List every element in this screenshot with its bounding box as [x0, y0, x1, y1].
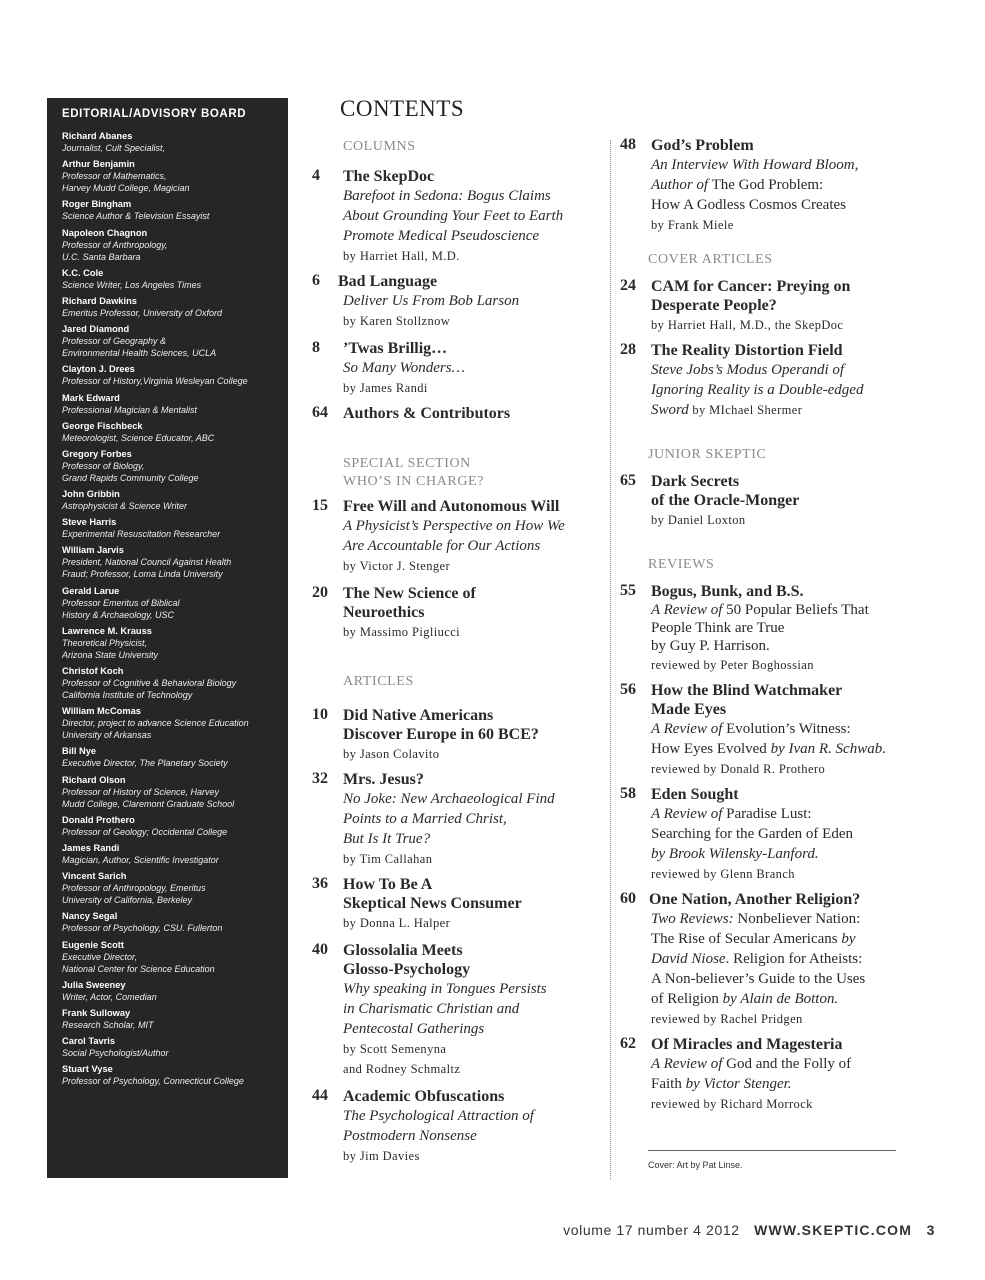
board-member	[62, 159, 280, 194]
toc-entry	[312, 875, 607, 933]
toc-entry	[620, 341, 910, 420]
member-name: Clayton J. Drees	[62, 364, 135, 375]
page-number: 20	[312, 584, 328, 601]
toc-entry	[312, 497, 607, 576]
entry-byline: by MIchael Shermer	[688, 403, 803, 417]
contents-column-1	[312, 136, 607, 1166]
entry-title: How the Blind Watchmaker	[651, 682, 843, 699]
entry-desc: But Is It True?	[343, 831, 431, 847]
board-member	[62, 980, 280, 1003]
toc-entry	[312, 706, 607, 764]
issue-info: volume 17 number 4 2012	[563, 1222, 740, 1238]
entry-desc: God and the Folly of	[722, 1056, 852, 1072]
entry-title: Authors & Contributors	[343, 405, 511, 422]
board-member	[62, 1036, 280, 1059]
contents-column-2	[620, 136, 910, 1114]
board-member	[62, 364, 280, 387]
entry-byline: by Donna L. Halper	[343, 916, 451, 930]
member-name: John Gribbin	[62, 489, 120, 500]
entry-title: Dark Secrets	[651, 473, 740, 490]
entry-title: of the Oracle-Monger	[651, 492, 800, 509]
entry-byline: by Harriet Hall, M.D., the SkepDoc	[651, 318, 844, 332]
toc-entry	[620, 472, 910, 530]
entry-desc: A Review of	[651, 806, 723, 822]
member-name: Carol Tavris	[62, 1036, 116, 1047]
member-role: Meteorologist, Science Educator, ABC	[62, 432, 215, 443]
board-member	[62, 199, 280, 222]
entry-desc: About Grounding Your Feet to Earth	[343, 208, 564, 224]
page-number: 62	[620, 1035, 636, 1052]
board-member	[62, 746, 280, 769]
entry-desc: by Alain de Botton.	[722, 991, 839, 1007]
entry-title: How To Be A	[343, 876, 433, 893]
entry-title: Mrs. Jesus?	[343, 771, 424, 788]
member-role: Emeritus Professor, University of Oxford	[62, 307, 223, 318]
toc-entry	[312, 404, 607, 423]
member-role: Professor of Psychology, Connecticut College	[62, 1076, 244, 1087]
entry-title: Free Will and Autonomous Will	[343, 498, 560, 515]
member-name: William McComas	[62, 706, 141, 717]
toc-entry	[620, 277, 910, 335]
editorial-board	[47, 98, 288, 1178]
entry-desc: of Religion	[651, 991, 723, 1007]
page-number: 10	[312, 706, 328, 723]
member-name: Gerald Larue	[62, 585, 120, 596]
member-role: Professor of Anthropology, Emeritus University of California, Berkeley	[62, 883, 206, 906]
entry-desc: Pentecostal Gatherings	[343, 1021, 485, 1037]
toc-entry	[620, 136, 910, 235]
board-member	[62, 449, 280, 484]
board-member	[62, 871, 280, 906]
board-member	[62, 843, 280, 866]
entry-byline: reviewed by Peter Boghossian	[651, 658, 814, 672]
board-member	[62, 268, 280, 291]
member-role: Theoretical Physicist, Arizona State University	[62, 637, 159, 660]
entry-title: Bogus, Bunk, and B.S.	[651, 583, 804, 600]
board-member	[62, 775, 280, 810]
entry-title: Bad Language	[338, 273, 438, 290]
toc-entry	[620, 1035, 910, 1114]
page-number: 28	[620, 341, 636, 358]
board-member	[62, 1064, 280, 1087]
entry-desc: So Many Wonders…	[343, 360, 465, 376]
entry-title: God’s Problem	[651, 137, 754, 154]
toc-entry	[312, 1087, 607, 1166]
cover-credit: Cover: Art by Pat Linse.	[648, 1150, 896, 1170]
column-divider	[610, 140, 611, 1180]
board-member	[62, 586, 280, 621]
member-name: Stuart Vyse	[62, 1064, 113, 1075]
member-role: Professor of History of Science, Harvey Mudd College, Claremont Graduate School	[62, 786, 235, 809]
member-name: Roger Bingham	[62, 199, 132, 210]
entry-desc: The Psychological Attraction of	[343, 1108, 534, 1124]
member-role: Magician, Author, Scientific Investigator	[62, 854, 219, 865]
member-name: Eugenie Scott	[62, 939, 124, 950]
page-number: 6	[312, 272, 320, 289]
entry-byline: by Frank Miele	[651, 218, 734, 232]
entry-title: The New Science of	[343, 585, 476, 602]
entry-desc: Faith	[651, 1076, 686, 1092]
member-name: James Randi	[62, 842, 120, 853]
member-role: Professor Emeritus of Biblical History & Archaeology, USC	[62, 597, 180, 620]
entry-desc: David Niose	[651, 951, 726, 967]
entry-desc: A Physicist’s Perspective on How We	[343, 518, 565, 534]
section-columns: COLUMNS	[343, 139, 416, 154]
entry-desc: A Review of	[651, 602, 723, 618]
member-name: Christof Koch	[62, 666, 124, 676]
member-name: Gregory Forbes	[62, 448, 132, 459]
entry-desc: A Review of	[651, 1056, 723, 1072]
page-number: 60	[620, 890, 636, 907]
entry-desc: Two Reviews:	[651, 911, 734, 927]
entry-desc: Author of	[651, 177, 709, 193]
member-name: Richard Abanes	[62, 131, 133, 141]
entry-desc: by Guy P. Harrison.	[651, 638, 770, 654]
board-member	[62, 940, 280, 975]
entry-byline: by Jim Davies	[343, 1149, 420, 1163]
entry-desc: Points to a Married Christ,	[343, 811, 507, 827]
entry-title: CAM for Cancer: Preying on	[651, 278, 851, 295]
entry-byline: by Victor J. Stenger	[343, 559, 451, 573]
member-role: Professor of Geology; Occidental College	[62, 826, 228, 837]
toc-entry	[312, 770, 607, 869]
member-name: Nancy Segal	[62, 911, 118, 922]
entry-desc: . Religion for Atheists:	[725, 951, 863, 967]
board-member	[62, 911, 280, 934]
member-role: Director, project to advance Science Education University of Arkansas	[62, 718, 249, 741]
entry-byline: by Harriet Hall, M.D.	[343, 249, 460, 263]
entry-title: Glossolalia Meets	[343, 942, 463, 959]
member-role: Executive Director, The Planetary Society	[62, 758, 228, 769]
page-number: 58	[620, 785, 636, 802]
entry-title: Skeptical News Consumer	[343, 895, 522, 912]
board-member	[62, 517, 280, 540]
entry-title: Neuroethics	[343, 604, 425, 621]
entry-desc: Nonbeliever Nation:	[733, 911, 861, 927]
section-reviews: REVIEWS	[648, 557, 715, 572]
toc-entry	[312, 272, 607, 331]
board-members	[62, 131, 280, 1087]
member-role: Experimental Resuscitation Researcher	[62, 529, 221, 540]
board-member	[62, 626, 280, 661]
website-link[interactable]: WWW.SKEPTIC.COM	[754, 1222, 913, 1238]
toc-entry	[620, 681, 910, 779]
entry-title: One Nation, Another Religion?	[649, 891, 861, 908]
page-number: 8	[312, 339, 320, 356]
entry-byline: reviewed by Glenn Branch	[651, 867, 795, 881]
page-number: 15	[312, 497, 328, 514]
entry-byline: by Karen Stollznow	[343, 314, 451, 328]
section-special-sub: WHO’S IN CHARGE?	[343, 474, 485, 489]
member-role: Professor of Geography & Environmental Health Sciences, UCLA	[62, 336, 217, 359]
member-name: Vincent Sarich	[62, 871, 127, 882]
entry-desc: Postmodern Nonsense	[343, 1128, 477, 1144]
member-role: Science Writer, Los Angeles Times	[62, 279, 202, 290]
member-name: Donald Prothero	[62, 814, 135, 825]
board-member	[62, 324, 280, 359]
entry-title: The Reality Distortion Field	[651, 342, 843, 359]
page-number: 32	[312, 770, 328, 787]
toc-entry	[312, 167, 607, 266]
board-member	[62, 296, 280, 319]
entry-desc: How Eyes Evolved	[651, 741, 771, 757]
entry-title: The SkepDoc	[343, 168, 435, 185]
member-name: Lawrence M. Krauss	[62, 625, 152, 636]
entry-byline: by Jason Colavito	[343, 747, 440, 761]
member-name: Bill Nye	[62, 746, 97, 757]
member-role: Astrophysicist & Science Writer	[62, 501, 188, 512]
entry-byline: and Rodney Schmaltz	[343, 1062, 461, 1076]
section-cover: COVER ARTICLES	[648, 252, 773, 267]
entry-byline: by Massimo Pigliucci	[343, 625, 461, 639]
page-number: 48	[620, 136, 636, 153]
entry-desc: People Think are True	[651, 620, 785, 636]
member-role: Research Scholar, MIT	[62, 1019, 154, 1030]
entry-desc: The God Problem:	[708, 177, 824, 193]
member-name: Frank Sulloway	[62, 1007, 131, 1018]
entry-desc: Steve Jobs’s Modus Operandi of	[651, 362, 845, 378]
section-junior: JUNIOR SKEPTIC	[648, 447, 767, 462]
toc-entry	[620, 890, 910, 1029]
member-name: Arthur Benjamin	[62, 159, 135, 170]
member-role: Professor of Anthropology, U.C. Santa Barbara	[62, 239, 168, 262]
board-member	[62, 1008, 280, 1031]
entry-title: Academic Obfuscations	[343, 1088, 505, 1105]
member-name: Napoleon Chagnon	[62, 227, 148, 238]
board-member	[62, 228, 280, 263]
page-number: 64	[312, 404, 328, 421]
entry-desc: by Brook Wilensky-Lanford.	[651, 846, 819, 862]
page-number: 44	[312, 1087, 328, 1104]
page-number: 65	[620, 472, 636, 489]
entry-desc: Ignoring Reality is a Double-edged	[651, 382, 864, 398]
entry-desc: by	[841, 931, 856, 947]
entry-title: ’Twas Brillig…	[343, 340, 448, 357]
member-name: Richard Dawkins	[62, 295, 137, 306]
member-role: Professor of History,Virginia Wesleyan College	[62, 376, 248, 387]
member-name: Richard Olson	[62, 774, 126, 785]
entry-byline: by Tim Callahan	[343, 852, 433, 866]
page-number: 55	[620, 582, 636, 599]
entry-desc: Why speaking in Tongues Persists	[343, 981, 547, 997]
board-member	[62, 131, 280, 154]
entry-byline: by Daniel Loxton	[651, 513, 746, 527]
board-member	[62, 393, 280, 416]
entry-desc: by Victor Stenger.	[685, 1076, 792, 1092]
member-role: Professor of Psychology, CSU. Fullerton	[62, 923, 223, 934]
section-special: SPECIAL SECTION	[343, 456, 471, 471]
toc-entry	[312, 339, 607, 398]
page-number: 4	[312, 167, 320, 184]
member-name: William Jarvis	[62, 545, 124, 556]
member-role: Social Psychologist/Author	[62, 1048, 169, 1059]
member-name: George Fischbeck	[62, 420, 143, 431]
entry-title: Discover Europe in 60 BCE?	[343, 726, 539, 743]
toc-entry	[620, 582, 910, 675]
board-member	[62, 706, 280, 741]
member-role: Professor of Mathematics, Harvey Mudd College, Magician	[62, 171, 190, 194]
page-number-footer: 3	[926, 1222, 935, 1238]
page-number: 36	[312, 875, 328, 892]
board-member	[62, 489, 280, 512]
toc-entry	[620, 785, 910, 884]
entry-desc: An Interview With Howard Bloom,	[651, 157, 859, 173]
entry-byline: reviewed by Donald R. Prothero	[651, 762, 826, 776]
page-footer	[563, 1222, 935, 1238]
member-role: Professor of Cognitive & Behavioral Biology California Institute of Technology	[62, 678, 237, 700]
page-number: 24	[620, 277, 636, 294]
entry-byline: reviewed by Richard Morrock	[651, 1097, 813, 1111]
board-member	[62, 815, 280, 838]
entry-desc: Searching for the Garden of Eden	[651, 826, 854, 842]
entry-title: Desperate People?	[651, 297, 777, 314]
entry-desc: in Charismatic Christian and	[343, 1001, 520, 1017]
board-member	[62, 545, 280, 580]
entry-title: Glosso-Psychology	[343, 961, 471, 978]
board-member	[62, 666, 280, 701]
member-role: Professor of Biology, Grand Rapids Community College	[62, 460, 199, 483]
entry-desc: Barefoot in Sedona: Bogus Claims	[343, 188, 551, 204]
entry-desc: How A Godless Cosmos Creates	[651, 197, 846, 213]
toc-entry	[312, 941, 607, 1079]
entry-desc: Promote Medical Pseudoscience	[343, 228, 540, 244]
entry-desc: A Non-believer’s Guide to the Uses	[651, 971, 866, 987]
entry-byline: by James Randi	[343, 381, 428, 395]
entry-desc: by Ivan R. Schwab.	[770, 741, 886, 757]
member-role: Journalist, Cult Specialist,	[62, 143, 166, 153]
section-articles: ARTICLES	[343, 674, 414, 689]
entry-desc: Deliver Us From Bob Larson	[343, 293, 520, 309]
entry-byline: by Scott Semenyna	[343, 1042, 447, 1056]
board-title: EDITORIAL/ADVISORY BOARD	[62, 108, 247, 120]
entry-desc: No Joke: New Archaeological Find	[343, 791, 555, 807]
toc-entry	[312, 584, 607, 642]
entry-byline: reviewed by Rachel Pridgen	[651, 1012, 803, 1026]
member-name: K.C. Cole	[62, 267, 104, 278]
entry-title: Of Miracles and Magesteria	[651, 1036, 843, 1053]
entry-desc: 50 Popular Beliefs That	[722, 602, 869, 618]
member-name: Julia Sweeney	[62, 979, 126, 990]
entry-title: Made Eyes	[651, 701, 727, 718]
board-member	[62, 421, 280, 444]
member-role: Executive Director, National Center for Science Education	[62, 951, 215, 974]
page-title: CONTENTS	[340, 96, 465, 121]
member-role: Science Author & Television Essayist	[62, 211, 210, 222]
page-number: 56	[620, 681, 636, 698]
entry-title: Eden Sought	[651, 786, 739, 803]
page-number: 40	[312, 941, 328, 958]
member-name: Steve Harris	[62, 517, 117, 528]
entry-title: Did Native Americans	[343, 707, 494, 724]
entry-desc: Sword	[651, 402, 689, 418]
member-role: Writer, Actor, Comedian	[62, 991, 157, 1002]
member-name: Mark Edward	[62, 392, 120, 403]
member-role: President, National Council Against Health Fraud; Professor, Loma Linda University	[62, 557, 232, 580]
member-name: Jared Diamond	[62, 324, 130, 335]
entry-desc: Evolution’s Witness:	[722, 721, 851, 737]
entry-desc: Paradise Lust:	[722, 806, 812, 822]
entry-desc: Are Accountable for Our Actions	[343, 538, 541, 554]
member-role: Professional Magician & Mentalist	[62, 404, 198, 415]
entry-desc: A Review of	[651, 721, 723, 737]
entry-desc: The Rise of Secular Americans	[651, 931, 842, 947]
